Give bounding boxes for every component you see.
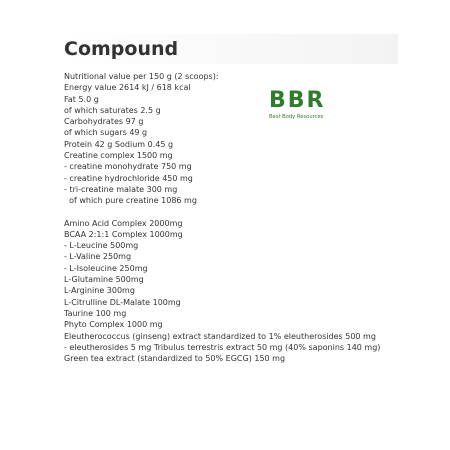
text-line: Fat 5.0 g: [64, 94, 99, 104]
text-line: Phyto Complex 1000 mg: [64, 320, 163, 330]
page-title: Compound: [64, 38, 179, 60]
text-line: L-Citrulline DL-Malate 100mg: [64, 297, 181, 307]
logo-subtitle: Best Body Resources: [269, 114, 324, 120]
text-line: Eleutherococcus (ginseng) extract standardized to 1% eleutherosides 500 mg: [64, 331, 376, 341]
text-line: of which saturates 2.5 g: [64, 105, 161, 115]
text-line: Carbohydrates 97 g: [64, 117, 144, 127]
nutrition-section: [64, 71, 394, 207]
text-line: of which sugars 49 g: [64, 128, 148, 138]
text-line: - creatine monohydrate 750 mg: [64, 162, 192, 172]
text-line: Nutritional value per 150 g (2 scoops):: [64, 72, 219, 81]
section-gap: [64, 207, 394, 218]
text-line: - tri-creatine malate 300 mg: [64, 184, 178, 194]
text-line: - eleutherosides 5 mg Tribulus terrestris extract 50 mg (40% saponins 140 mg): [64, 342, 381, 352]
text-line: - L-Isoleucine 250mg: [64, 263, 148, 273]
text-line: L-Glutamine 500mg: [64, 275, 144, 285]
logo-letters: BBR: [269, 88, 326, 113]
text-line: of which pure creatine 1086 mg: [64, 196, 197, 206]
ingredients-section: [64, 218, 394, 365]
text-line: Amino Acid Complex 2000mg: [64, 218, 183, 228]
text-line: - L-Valine 250mg: [64, 252, 132, 262]
text-line: - creatine hydrochloride 450 mg: [64, 173, 193, 183]
text-line: Green tea extract (standardized to 50% EGCG) 150 mg: [64, 354, 286, 364]
text-line: Protein 42 g Sodium 0.45 g: [64, 139, 174, 149]
text-line: Taurine 100 mg: [64, 308, 127, 318]
text-line: BCAA 2:1:1 Complex 1000mg: [64, 229, 183, 239]
nutrition-content: [64, 71, 394, 364]
text-line: Creatine complex 1500 mg: [64, 151, 173, 161]
text-line: L-Arginine 300mg: [64, 286, 135, 296]
text-line: Energy value 2614 kJ / 618 kcal: [64, 83, 191, 93]
text-line: - L-Leucine 500mg: [64, 241, 139, 251]
